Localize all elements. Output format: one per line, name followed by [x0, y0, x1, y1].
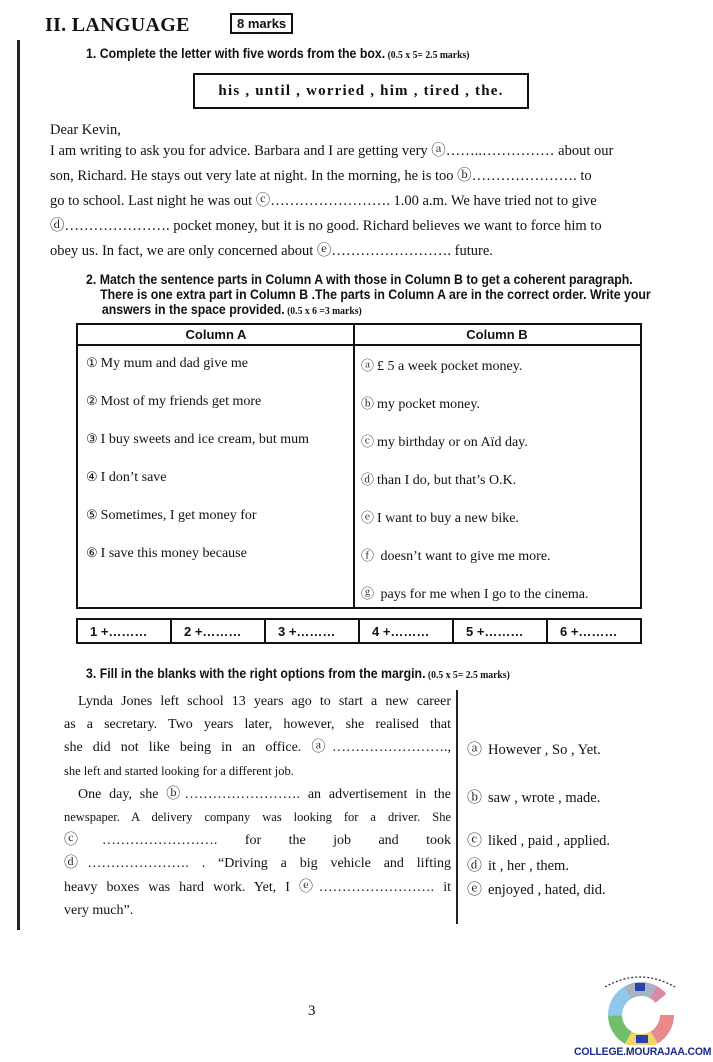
column-b-item-g [361, 583, 589, 603]
column-divider [353, 325, 355, 607]
column-b-item-text: doesn’t want to give me more. [377, 549, 551, 564]
column-b-item-text: than I do, but that’s O.K. [377, 473, 517, 488]
option-c [467, 829, 610, 850]
column-b-item-text: £ 5 a week pocket money. [377, 359, 523, 374]
column-a-item-1 [86, 355, 248, 372]
letter-body [50, 139, 675, 264]
letter-b-icon: ⓑ [361, 396, 375, 411]
option-text: it , her , them. [488, 858, 569, 874]
letter-a-icon: ⓐ [467, 742, 483, 758]
margin-divider [456, 690, 458, 924]
column-a-item-2 [86, 393, 261, 410]
letter-line: son, Richard. He stays out very late at night. In the morning, he is too ⓑ…………………. to [50, 168, 592, 184]
option-text: However , So , Yet. [488, 742, 601, 758]
column-b-header: Column B [354, 325, 640, 346]
letter-line: ⓓ…………………. pocket money, but it is no good. Richard believes we want to force him to [50, 218, 602, 234]
q2-marks: (0.5 x 6 =3 marks) [284, 305, 362, 317]
word-box: his , until , worried , him , tired , the. [193, 73, 529, 109]
q3-instruction-text: 3. Fill in the blanks with the right options from the margin. [86, 665, 426, 681]
letter-line: go to school. Last night he was out ⓒ……………………. 1.00 a.m. We have tried not to give [50, 193, 597, 209]
letter-c-icon: ⓒ [361, 434, 375, 449]
answer-cell-3[interactable]: 3 +……… [266, 620, 360, 642]
matching-table [76, 323, 642, 609]
option-a [467, 738, 601, 759]
passage-line: ⓒ……………………. for the job and took [64, 833, 451, 849]
q2-line-1: 2. Match the sentence parts in Column A with those in Column B to get a coherent paragraph. [86, 271, 633, 287]
logo-text[interactable]: COLLEGE.MOURAJAA.COM [574, 1046, 712, 1058]
passage-line: she did not like being in an office. ⓐ……………………., [64, 740, 451, 756]
column-a-item-text: I buy sweets and ice cream, but mum [100, 432, 310, 447]
column-a-item-text: My mum and dad give me [100, 356, 249, 371]
letter-e-icon: ⓔ [467, 882, 483, 898]
column-a-item-6 [86, 545, 247, 562]
passage-line: she left and started looking for a different job. [64, 763, 294, 778]
letter-b-icon: ⓑ [467, 790, 483, 806]
option-text: enjoyed , hated, did. [488, 882, 606, 898]
column-b-item-f [361, 545, 551, 565]
letter-e-icon: ⓔ [361, 510, 375, 525]
number-3-icon: ③ [86, 431, 98, 446]
letter-greeting: Dear Kevin, [50, 122, 121, 138]
q3-marks: (0.5 x 5= 2.5 marks) [425, 669, 510, 681]
q2-line-3 [86, 302, 651, 319]
column-a-item-5 [86, 507, 257, 524]
section-title: II. LANGUAGE [45, 14, 190, 36]
q1-instruction-text: 1. Complete the letter with five words from the box. [86, 45, 386, 61]
question-1-instruction [86, 45, 469, 61]
passage-line: One day, she ⓑ……………………. an advertisement in the [78, 786, 451, 802]
passage-line: ⓓ…………………. . “Driving a big vehicle and lifting [64, 856, 451, 872]
letter-line: I am writing to ask you for advice. Barbara and I are getting very ⓐ……..…………… about our [50, 143, 614, 159]
column-b-item-text: pays for me when I go to the cinema. [377, 587, 589, 602]
fill-in-passage [64, 690, 451, 922]
number-2-icon: ② [86, 393, 98, 408]
answer-row [76, 618, 642, 644]
answer-cell-1[interactable]: 1 +……… [78, 620, 172, 642]
option-text: liked , paid , applied. [488, 833, 611, 849]
option-e [467, 878, 606, 899]
number-1-icon: ① [86, 355, 98, 370]
answer-cell-4[interactable]: 4 +……… [360, 620, 454, 642]
passage-line: Lynda Jones left school 13 years ago to start a new career [78, 694, 451, 709]
letter-g-icon: ⓖ [361, 586, 375, 601]
option-text: saw , wrote , made. [488, 790, 601, 806]
letter-c-icon: ⓒ [467, 833, 483, 849]
number-6-icon: ⑥ [86, 545, 98, 560]
answer-cell-6[interactable]: 6 +……… [560, 623, 618, 639]
column-b-item-text: my pocket money. [377, 397, 480, 412]
q2-line-3-text: answers in the space provided. [101, 301, 285, 317]
q2-line-2: There is one extra part in Column B .The parts in Column A are in the correct order. Write your [100, 286, 651, 302]
number-4-icon: ④ [86, 469, 98, 484]
passage-line: as a secretary. Two years later, however, she realised that [64, 717, 451, 733]
question-3-instruction [86, 665, 510, 681]
passage-line: very much”. [64, 902, 134, 918]
number-5-icon: ⑤ [86, 507, 98, 522]
letter-a-icon: ⓐ [361, 358, 375, 373]
marks-badge: 8 marks [230, 13, 293, 34]
column-b-item-a [361, 355, 522, 375]
answer-cell-5[interactable]: 5 +……… [454, 620, 548, 642]
column-a-item-4 [86, 469, 167, 486]
column-b-item-d [361, 469, 516, 489]
column-a-item-3 [86, 431, 309, 448]
column-a-item-text: I don’t save [100, 470, 167, 485]
passage-line: heavy boxes was hard work. Yet, I ⓔ……………………. it [64, 879, 451, 895]
column-a-item-text: Sometimes, I get money for [100, 508, 257, 523]
passage-line: newspaper. A delivery company was looking for a driver. She [64, 810, 451, 825]
option-b [467, 786, 600, 807]
column-b-item-text: my birthday or on Aïd day. [377, 435, 528, 450]
letter-line: obey us. In fact, we are only concerned about ⓔ……………………. future. [50, 243, 493, 259]
question-2-instruction [86, 272, 651, 319]
column-b-item-c [361, 431, 528, 451]
column-b-item-e [361, 507, 519, 527]
q1-marks: (0.5 x 5= 2.5 marks) [385, 49, 470, 61]
letter-f-icon: ⓕ [361, 548, 375, 563]
answer-cell-2[interactable]: 2 +……… [172, 620, 266, 642]
column-b-item-text: I want to buy a new bike. [377, 511, 519, 526]
letter-d-icon: ⓓ [467, 858, 483, 874]
option-d [467, 854, 569, 875]
logo-ring-icon [575, 965, 710, 1045]
column-b-item-b [361, 393, 480, 413]
column-a-item-text: Most of my friends get more [100, 394, 262, 409]
page-number: 3 [308, 1003, 316, 1019]
left-margin-bar [17, 40, 20, 930]
column-a-header: Column A [78, 325, 354, 346]
letter-d-icon: ⓓ [361, 472, 375, 487]
column-a-item-text: I save this money because [100, 546, 247, 561]
